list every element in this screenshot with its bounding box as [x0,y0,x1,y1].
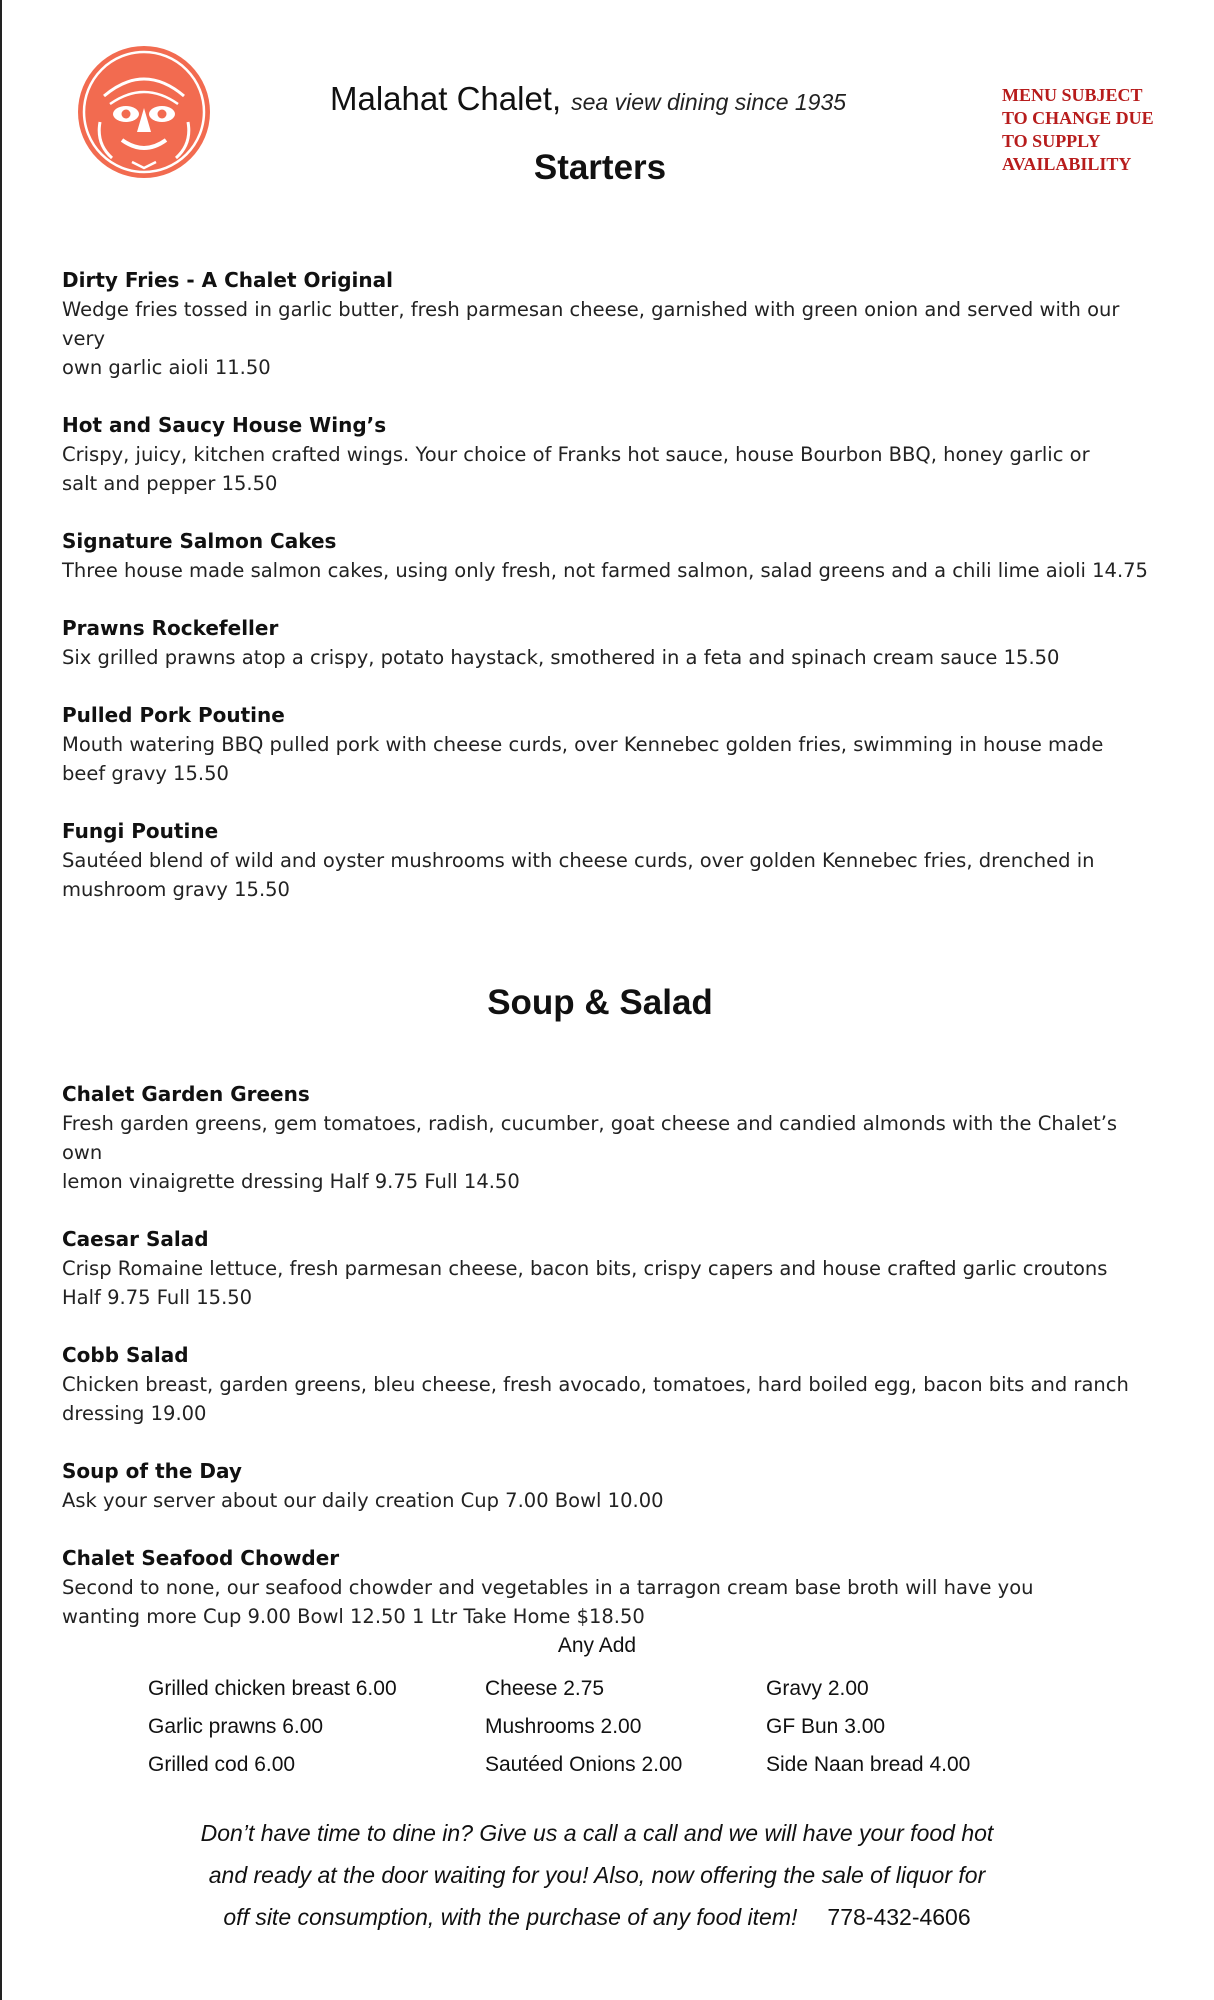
item-desc: mushroom gravy 15.50 [62,878,290,901]
soup-salad-list [62,1080,1162,1631]
addon-item: GF Bun 3.00 [766,1715,886,1738]
addon-item: Side Naan bread 4.00 [766,1753,971,1776]
menu-item [62,411,1162,498]
item-desc: Six grilled prawns atop a crispy, potato haystack, smothered in a feta and spinach cream sauce 15.50 [62,646,1060,669]
menu-item [62,266,1162,382]
addon-item: Sautéed Onions 2.00 [485,1753,683,1776]
item-desc: lemon vinaigrette dressing Half 9.75 Full 14.50 [62,1170,520,1193]
menu-item [62,1225,1162,1312]
notice-line: AVAILABILITY [1002,154,1132,174]
soup-salad-title: Soup & Salad [487,983,713,1022]
addon-item: Cheese 2.75 [485,1677,605,1700]
item-desc: beef gravy 15.50 [62,762,229,785]
item-name: Dirty Fries - A Chalet Original [62,268,393,292]
takeout-note [0,1812,1194,1938]
item-desc: Crisp Romaine lettuce, fresh parmesan cheese, bacon bits, crispy capers and house crafted garlic croutons [62,1257,1108,1280]
addon-column [766,1670,970,1784]
addon-item: Grilled chicken breast 6.00 [148,1677,397,1700]
menu-item [62,1457,1162,1515]
menu-item [62,527,1162,585]
item-desc: Mouth watering BBQ pulled pork with cheese curds, over Kennebec golden fries, swimming in house made [62,733,1104,756]
addon-item: Garlic prawns 6.00 [148,1715,324,1738]
footer-line-text: off site consumption, with the purchase of any food item! [223,1904,798,1930]
menu-item [62,1341,1162,1428]
phone-number: 778-432-4606 [827,1904,971,1930]
menu-item [62,1544,1162,1631]
item-desc: own garlic aioli 11.50 [62,356,271,379]
item-name: Fungi Poutine [62,819,219,843]
item-desc: Wedge fries tossed in garlic butter, fresh parmesan cheese, garnished with green onion and served with our very [62,298,1120,350]
item-desc: salt and pepper 15.50 [62,472,278,495]
any-add-title: Any Add [557,1634,637,1657]
footer-line: and ready at the door waiting for you! Also, now offering the sale of liquor for [208,1862,986,1888]
menu-item [62,614,1162,672]
menu-item [62,1080,1162,1196]
notice-line: MENU SUBJECT [1002,85,1143,105]
addon-column [148,1670,397,1784]
item-desc: wanting more Cup 9.00 Bowl 12.50 1 Ltr Take Home $18.50 [62,1605,645,1628]
item-name: Prawns Rockefeller [62,616,279,640]
item-desc: Sautéed blend of wild and oyster mushrooms with cheese curds, over golden Kennebec fries, drenched in [62,849,1095,872]
item-name: Chalet Seafood Chowder [62,1546,340,1570]
menu-item [62,817,1162,904]
restaurant-name: Malahat Chalet, [330,80,562,117]
item-name: Hot and Saucy House Wing’s [62,413,387,437]
notice-line: TO SUPPLY [1002,131,1101,151]
item-name: Soup of the Day [62,1459,242,1483]
item-desc: Half 9.75 Full 15.50 [62,1286,253,1309]
item-desc: dressing 19.00 [62,1402,207,1425]
header [330,80,846,118]
footer-line: Don’t have time to dine in? Give us a call a call and we will have your food hot [200,1820,994,1846]
item-desc: Second to none, our seafood chowder and vegetables in a tarragon cream base broth will have you [62,1576,1034,1599]
starters-list [62,266,1162,904]
item-name: Signature Salmon Cakes [62,529,337,553]
addon-item: Mushrooms 2.00 [485,1715,642,1738]
tagline: sea view dining since 1935 [571,89,847,115]
notice-line: TO CHANGE DUE [1002,108,1154,128]
item-name: Chalet Garden Greens [62,1082,310,1106]
addon-column [485,1670,682,1784]
item-name: Caesar Salad [62,1227,209,1251]
addon-item: Gravy 2.00 [766,1677,869,1700]
item-name: Pulled Pork Poutine [62,703,285,727]
item-desc: Three house made salmon cakes, using only fresh, not farmed salmon, salad greens and a chili lime aioli 14.75 [62,559,1148,582]
item-desc: Chicken breast, garden greens, bleu cheese, fresh avocado, tomatoes, hard boiled egg, bacon bits and ranch [62,1373,1129,1396]
menu-item [62,701,1162,788]
item-desc: Fresh garden greens, gem tomatoes, radish, cucumber, goat cheese and candied almonds with the Chalet’s own [62,1112,1118,1164]
item-desc: Crispy, juicy, kitchen crafted wings. Your choice of Franks hot sauce, house Bourbon BBQ, honey garlic or [62,443,1090,466]
footer-line [0,1896,1194,1938]
item-name: Cobb Salad [62,1343,189,1367]
item-desc: Ask your server about our daily creation Cup 7.00 Bowl 10.00 [62,1489,664,1512]
starters-title: Starters [533,148,667,187]
addon-item: Grilled cod 6.00 [148,1753,296,1776]
